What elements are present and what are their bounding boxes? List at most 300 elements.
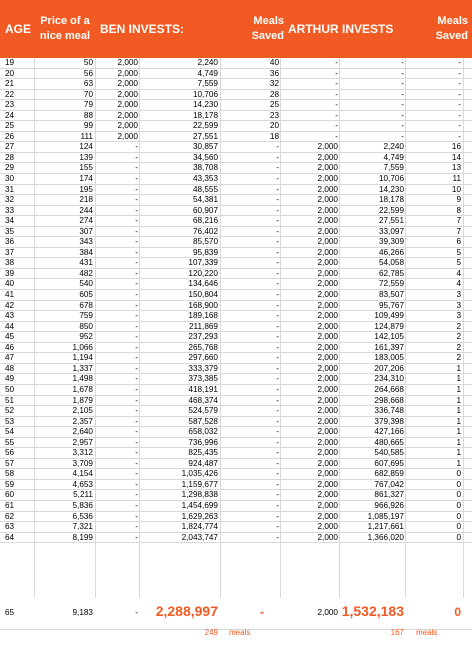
cell-arthur-invest[interactable]: 2,000 bbox=[317, 395, 338, 405]
cell-arthur-total[interactable]: 14,230 bbox=[378, 184, 404, 194]
cell-ben-total[interactable]: 297,660 bbox=[188, 353, 218, 363]
cell-ben-total[interactable]: 43,353 bbox=[192, 174, 218, 184]
total-ben-meals[interactable]: - bbox=[260, 605, 264, 619]
table-row[interactable] bbox=[0, 459, 472, 470]
cell-arthur-total[interactable]: 10,706 bbox=[378, 174, 404, 184]
cell-arthur-invest[interactable]: 2,000 bbox=[317, 195, 338, 205]
cell-ben-total[interactable]: 30,857 bbox=[192, 142, 218, 152]
table-row[interactable] bbox=[0, 385, 472, 396]
table-row[interactable] bbox=[0, 111, 472, 122]
cell-arthur-invest[interactable]: 2,000 bbox=[317, 479, 338, 489]
cell-arthur-total[interactable]: 2,240 bbox=[383, 142, 404, 152]
cell-arthur-meals[interactable]: 1 bbox=[456, 406, 461, 416]
cell-arthur-meals[interactable]: 16 bbox=[451, 142, 461, 152]
cell-ben-total[interactable]: 189,168 bbox=[188, 311, 218, 321]
cell-price[interactable]: 2,105 bbox=[72, 406, 93, 416]
table-row[interactable] bbox=[0, 248, 472, 259]
total-row[interactable] bbox=[0, 600, 472, 630]
cell-ben-invest[interactable]: - bbox=[135, 427, 138, 437]
cell-arthur-total[interactable]: 298,668 bbox=[374, 395, 404, 405]
cell-ben-meals[interactable]: 23 bbox=[269, 110, 279, 120]
cell-ben-meals[interactable]: - bbox=[276, 152, 279, 162]
cell-price[interactable]: 4,154 bbox=[72, 469, 93, 479]
cell-ben-meals[interactable]: - bbox=[276, 511, 279, 521]
cell-ben-meals[interactable]: - bbox=[276, 479, 279, 489]
cell-age[interactable]: 21 bbox=[5, 79, 15, 89]
cell-ben-total[interactable]: 1,629,263 bbox=[181, 511, 218, 521]
cell-ben-total[interactable]: 924,487 bbox=[188, 458, 218, 468]
cell-ben-meals[interactable]: - bbox=[276, 268, 279, 278]
cell-price[interactable]: 431 bbox=[79, 258, 93, 268]
cell-arthur-meals[interactable]: 11 bbox=[452, 174, 461, 184]
cell-ben-invest[interactable]: - bbox=[135, 416, 138, 426]
cell-ben-invest[interactable]: - bbox=[135, 268, 138, 278]
cell-price[interactable]: 3,709 bbox=[72, 458, 93, 468]
cell-arthur-meals[interactable]: 2 bbox=[456, 321, 461, 331]
cell-ben-invest[interactable]: - bbox=[135, 332, 138, 342]
cell-arthur-invest[interactable]: 2,000 bbox=[317, 321, 338, 331]
cell-arthur-meals[interactable]: 1 bbox=[456, 458, 461, 468]
cell-age[interactable]: 60 bbox=[5, 490, 15, 500]
cell-arthur-total[interactable]: 480,665 bbox=[374, 437, 404, 447]
cell-ben-meals[interactable]: - bbox=[276, 395, 279, 405]
cell-arthur-total[interactable]: 183,005 bbox=[374, 353, 404, 363]
cell-arthur-meals[interactable]: - bbox=[458, 110, 461, 120]
cell-price[interactable]: 70 bbox=[83, 89, 93, 99]
cell-ben-invest[interactable]: - bbox=[135, 142, 138, 152]
table-row[interactable] bbox=[0, 58, 472, 69]
cell-arthur-meals[interactable]: 13 bbox=[451, 163, 461, 173]
cell-ben-invest[interactable]: - bbox=[135, 300, 138, 310]
cell-price[interactable]: 79 bbox=[83, 100, 93, 110]
cell-arthur-total[interactable]: - bbox=[401, 58, 404, 67]
cell-arthur-total[interactable]: 767,042 bbox=[374, 479, 404, 489]
cell-arthur-invest[interactable]: - bbox=[335, 58, 338, 67]
cell-age[interactable]: 59 bbox=[5, 479, 15, 489]
cell-price[interactable]: 1,194 bbox=[72, 353, 93, 363]
cell-arthur-invest[interactable]: 2,000 bbox=[317, 258, 338, 268]
header-arthur-meals-saved[interactable] bbox=[414, 0, 468, 58]
total-arthur-invest[interactable]: 2,000 bbox=[317, 608, 338, 617]
cell-ben-invest[interactable]: - bbox=[135, 353, 138, 363]
cell-age[interactable]: 51 bbox=[5, 395, 15, 405]
header-ben-meals-saved[interactable] bbox=[230, 0, 284, 58]
cell-age[interactable]: 20 bbox=[5, 68, 15, 78]
cell-ben-meals[interactable]: - bbox=[276, 437, 279, 447]
cell-price[interactable]: 155 bbox=[79, 163, 93, 173]
cell-age[interactable]: 36 bbox=[5, 237, 15, 247]
table-row[interactable] bbox=[0, 69, 472, 80]
cell-ben-total[interactable]: 18,178 bbox=[192, 110, 218, 120]
cell-ben-total[interactable]: 1,298,838 bbox=[181, 490, 218, 500]
cell-ben-invest[interactable]: - bbox=[135, 437, 138, 447]
cell-arthur-total[interactable]: 33,097 bbox=[378, 226, 404, 236]
cell-age[interactable]: 31 bbox=[5, 184, 15, 194]
cell-arthur-invest[interactable]: 2,000 bbox=[317, 437, 338, 447]
table-row[interactable] bbox=[0, 501, 472, 512]
cell-price[interactable]: 1,879 bbox=[72, 395, 93, 405]
cell-price[interactable]: 384 bbox=[79, 247, 93, 257]
cell-price[interactable]: 2,957 bbox=[72, 437, 93, 447]
cell-arthur-invest[interactable]: 2,000 bbox=[317, 184, 338, 194]
cell-arthur-invest[interactable]: 2,000 bbox=[317, 237, 338, 247]
cell-ben-total[interactable]: 587,528 bbox=[188, 416, 218, 426]
cell-ben-total[interactable]: 524,579 bbox=[188, 406, 218, 416]
cell-age[interactable]: 49 bbox=[5, 374, 15, 384]
cell-ben-invest[interactable]: - bbox=[135, 247, 138, 257]
cell-ben-meals[interactable]: - bbox=[276, 163, 279, 173]
cell-price[interactable]: 605 bbox=[79, 290, 93, 300]
cell-arthur-total[interactable]: - bbox=[401, 68, 404, 78]
cell-ben-invest[interactable]: 2,000 bbox=[117, 100, 138, 110]
cell-arthur-meals[interactable]: 5 bbox=[456, 258, 461, 268]
table-row[interactable] bbox=[0, 522, 472, 533]
cell-ben-meals[interactable]: - bbox=[276, 247, 279, 257]
cell-arthur-meals[interactable]: 4 bbox=[456, 268, 461, 278]
cell-price[interactable]: 1,678 bbox=[72, 384, 93, 394]
cell-ben-meals[interactable]: - bbox=[276, 226, 279, 236]
table-row[interactable] bbox=[0, 132, 472, 143]
cell-ben-meals[interactable]: 25 bbox=[269, 100, 279, 110]
cell-ben-invest[interactable]: - bbox=[135, 363, 138, 373]
cell-arthur-meals[interactable]: 14 bbox=[451, 152, 461, 162]
cell-ben-invest[interactable]: - bbox=[135, 395, 138, 405]
cell-ben-invest[interactable]: - bbox=[135, 342, 138, 352]
cell-age[interactable]: 41 bbox=[5, 290, 15, 300]
cell-ben-total[interactable]: 825,435 bbox=[188, 448, 218, 458]
cell-arthur-meals[interactable]: 1 bbox=[456, 427, 461, 437]
cell-ben-meals[interactable]: - bbox=[276, 216, 279, 226]
cell-age[interactable]: 55 bbox=[5, 437, 15, 447]
cell-arthur-invest[interactable]: 2,000 bbox=[317, 152, 338, 162]
cell-arthur-invest[interactable]: 2,000 bbox=[317, 448, 338, 458]
cell-ben-invest[interactable]: - bbox=[135, 479, 138, 489]
table-row[interactable] bbox=[0, 279, 472, 290]
cell-arthur-invest[interactable]: 2,000 bbox=[317, 300, 338, 310]
cell-ben-invest[interactable]: - bbox=[135, 522, 138, 532]
cell-ben-total[interactable]: 60,907 bbox=[192, 205, 218, 215]
cell-ben-total[interactable]: 333,379 bbox=[188, 363, 218, 373]
cell-ben-meals[interactable]: - bbox=[276, 184, 279, 194]
cell-age[interactable]: 38 bbox=[5, 258, 15, 268]
cell-price[interactable]: 2,357 bbox=[72, 416, 93, 426]
cell-age[interactable]: 47 bbox=[5, 353, 15, 363]
cell-arthur-total[interactable]: 109,499 bbox=[374, 311, 404, 321]
ben-total[interactable]: 2,288,997 bbox=[155, 603, 218, 619]
cell-ben-total[interactable]: 168,900 bbox=[188, 300, 218, 310]
cell-ben-meals[interactable]: - bbox=[276, 448, 279, 458]
cell-ben-invest[interactable]: 2,000 bbox=[117, 110, 138, 120]
table-row[interactable] bbox=[0, 448, 472, 459]
total-ben-invest[interactable]: - bbox=[135, 608, 138, 617]
cell-arthur-total[interactable]: 22,599 bbox=[378, 205, 404, 215]
cell-age[interactable]: 33 bbox=[5, 205, 15, 215]
cell-ben-invest[interactable]: - bbox=[135, 290, 138, 300]
cell-ben-total[interactable]: 107,339 bbox=[188, 258, 218, 268]
cell-arthur-total[interactable]: 1,085,197 bbox=[367, 511, 404, 521]
table-row[interactable] bbox=[0, 438, 472, 449]
cell-age[interactable]: 34 bbox=[5, 216, 15, 226]
cell-arthur-meals[interactable]: 7 bbox=[456, 226, 461, 236]
table-row[interactable] bbox=[0, 311, 472, 322]
table-row[interactable] bbox=[0, 174, 472, 185]
cell-price[interactable]: 6,536 bbox=[72, 511, 93, 521]
cell-ben-total[interactable]: 1,824,774 bbox=[181, 522, 218, 532]
cell-ben-invest[interactable]: 2,000 bbox=[117, 79, 138, 89]
cell-ben-total[interactable]: 120,220 bbox=[188, 268, 218, 278]
cell-arthur-total[interactable]: 95,767 bbox=[378, 300, 404, 310]
cell-arthur-meals[interactable]: 7 bbox=[456, 216, 461, 226]
cell-price[interactable]: 244 bbox=[79, 205, 93, 215]
cell-ben-invest[interactable]: - bbox=[135, 205, 138, 215]
cell-arthur-meals[interactable]: - bbox=[458, 89, 461, 99]
cell-ben-invest[interactable]: - bbox=[135, 511, 138, 521]
cell-age[interactable]: 54 bbox=[5, 427, 15, 437]
cell-ben-meals[interactable]: - bbox=[276, 532, 279, 542]
cell-arthur-meals[interactable]: 0 bbox=[456, 479, 461, 489]
cell-ben-invest[interactable]: - bbox=[135, 406, 138, 416]
table-row[interactable] bbox=[0, 480, 472, 491]
cell-price[interactable]: 218 bbox=[79, 195, 93, 205]
cell-arthur-meals[interactable]: 1 bbox=[456, 437, 461, 447]
cell-arthur-total[interactable]: 1,366,020 bbox=[367, 532, 404, 542]
cell-age[interactable]: 44 bbox=[5, 321, 15, 331]
cell-price[interactable]: 174 bbox=[79, 174, 93, 184]
table-row[interactable] bbox=[0, 343, 472, 354]
table-row[interactable] bbox=[0, 227, 472, 238]
cell-price[interactable]: 56 bbox=[83, 68, 93, 78]
table-row[interactable] bbox=[0, 322, 472, 333]
cell-arthur-meals[interactable]: 6 bbox=[456, 237, 461, 247]
cell-arthur-invest[interactable]: 2,000 bbox=[317, 142, 338, 152]
cell-ben-meals[interactable]: - bbox=[276, 490, 279, 500]
cell-arthur-invest[interactable]: 2,000 bbox=[317, 205, 338, 215]
cell-price[interactable]: 1,337 bbox=[72, 363, 93, 373]
cell-price[interactable]: 63 bbox=[83, 79, 93, 89]
cell-arthur-total[interactable]: 540,585 bbox=[374, 448, 404, 458]
cell-arthur-invest[interactable]: 2,000 bbox=[317, 500, 338, 510]
cell-age[interactable]: 19 bbox=[5, 58, 15, 67]
cell-ben-total[interactable]: 85,570 bbox=[192, 237, 218, 247]
cell-ben-invest[interactable]: - bbox=[135, 226, 138, 236]
cell-arthur-total[interactable]: - bbox=[401, 89, 404, 99]
cell-arthur-invest[interactable]: 2,000 bbox=[317, 163, 338, 173]
table-row[interactable] bbox=[0, 216, 472, 227]
cell-arthur-total[interactable]: 39,309 bbox=[378, 237, 404, 247]
cell-ben-invest[interactable]: - bbox=[135, 374, 138, 384]
cell-arthur-invest[interactable]: 2,000 bbox=[317, 247, 338, 257]
cell-ben-total[interactable]: 2,240 bbox=[197, 58, 218, 67]
cell-ben-invest[interactable]: 2,000 bbox=[117, 89, 138, 99]
table-row[interactable] bbox=[0, 142, 472, 153]
table-row[interactable] bbox=[0, 100, 472, 111]
cell-arthur-invest[interactable]: - bbox=[335, 121, 338, 131]
cell-price[interactable]: 7,321 bbox=[72, 522, 93, 532]
table-row[interactable] bbox=[0, 237, 472, 248]
cell-arthur-invest[interactable]: 2,000 bbox=[317, 332, 338, 342]
cell-age[interactable]: 52 bbox=[5, 406, 15, 416]
cell-price[interactable]: 343 bbox=[79, 237, 93, 247]
cell-ben-invest[interactable]: - bbox=[135, 384, 138, 394]
cell-ben-meals[interactable]: 20 bbox=[269, 121, 279, 131]
cell-age[interactable]: 63 bbox=[5, 522, 15, 532]
table-row[interactable] bbox=[0, 301, 472, 312]
cell-ben-total[interactable]: 658,032 bbox=[188, 427, 218, 437]
cell-arthur-meals[interactable]: 1 bbox=[456, 363, 461, 373]
cell-ben-total[interactable]: 1,035,426 bbox=[181, 469, 218, 479]
cell-price[interactable]: 1,498 bbox=[72, 374, 93, 384]
cell-arthur-total[interactable]: 207,206 bbox=[374, 363, 404, 373]
cell-arthur-total[interactable]: 336,748 bbox=[374, 406, 404, 416]
cell-ben-meals[interactable]: - bbox=[276, 205, 279, 215]
cell-ben-meals[interactable]: - bbox=[276, 321, 279, 331]
cell-age[interactable]: 57 bbox=[5, 458, 15, 468]
cell-price[interactable]: 759 bbox=[79, 311, 93, 321]
cell-arthur-invest[interactable]: - bbox=[335, 79, 338, 89]
cell-ben-invest[interactable]: - bbox=[135, 216, 138, 226]
cell-arthur-invest[interactable]: 2,000 bbox=[317, 406, 338, 416]
cell-arthur-total[interactable]: 54,058 bbox=[378, 258, 404, 268]
cell-arthur-meals[interactable]: 1 bbox=[456, 395, 461, 405]
cell-ben-total[interactable]: 22,599 bbox=[192, 121, 218, 131]
cell-price[interactable]: 195 bbox=[79, 184, 93, 194]
cell-arthur-total[interactable]: 7,559 bbox=[383, 163, 404, 173]
cell-arthur-meals[interactable]: 4 bbox=[456, 279, 461, 289]
cell-age[interactable]: 26 bbox=[5, 131, 15, 141]
cell-arthur-meals[interactable]: 5 bbox=[456, 247, 461, 257]
table-row[interactable] bbox=[0, 406, 472, 417]
cell-ben-invest[interactable]: - bbox=[135, 279, 138, 289]
cell-arthur-invest[interactable]: 2,000 bbox=[317, 342, 338, 352]
cell-ben-meals[interactable]: - bbox=[276, 174, 279, 184]
cell-price[interactable]: 8,199 bbox=[72, 532, 93, 542]
cell-ben-total[interactable]: 2,043,747 bbox=[181, 532, 218, 542]
cell-arthur-invest[interactable]: 2,000 bbox=[317, 290, 338, 300]
cell-arthur-total[interactable]: 607,695 bbox=[374, 458, 404, 468]
cell-arthur-invest[interactable]: 2,000 bbox=[317, 268, 338, 278]
cell-ben-invest[interactable]: - bbox=[135, 448, 138, 458]
cell-ben-invest[interactable]: - bbox=[135, 174, 138, 184]
cell-arthur-meals[interactable]: 10 bbox=[451, 184, 461, 194]
cell-ben-invest[interactable]: - bbox=[135, 500, 138, 510]
cell-ben-meals[interactable]: - bbox=[276, 311, 279, 321]
cell-ben-total[interactable]: 34,560 bbox=[192, 152, 218, 162]
header-price[interactable] bbox=[35, 0, 95, 58]
cell-price[interactable]: 3,312 bbox=[72, 448, 93, 458]
cell-age[interactable]: 35 bbox=[5, 226, 15, 236]
table-row[interactable] bbox=[0, 490, 472, 501]
cell-price[interactable]: 952 bbox=[79, 332, 93, 342]
cell-ben-invest[interactable]: 2,000 bbox=[117, 58, 138, 67]
cell-arthur-meals[interactable]: 2 bbox=[456, 332, 461, 342]
cell-arthur-invest[interactable]: 2,000 bbox=[317, 311, 338, 321]
cell-ben-invest[interactable]: - bbox=[135, 469, 138, 479]
cell-arthur-invest[interactable]: 2,000 bbox=[317, 416, 338, 426]
cell-price[interactable]: 5,836 bbox=[72, 500, 93, 510]
cell-arthur-meals[interactable]: - bbox=[458, 79, 461, 89]
cell-ben-invest[interactable]: 2,000 bbox=[117, 121, 138, 131]
cell-arthur-invest[interactable]: 2,000 bbox=[317, 363, 338, 373]
cell-age[interactable]: 28 bbox=[5, 152, 15, 162]
cell-price[interactable]: 2,640 bbox=[72, 427, 93, 437]
cell-arthur-invest[interactable]: 2,000 bbox=[317, 353, 338, 363]
cell-arthur-invest[interactable]: 2,000 bbox=[317, 532, 338, 542]
cell-ben-total[interactable]: 68,216 bbox=[192, 216, 218, 226]
header-ben-invests[interactable]: BEN INVESTS: bbox=[100, 22, 185, 36]
cell-arthur-meals[interactable]: - bbox=[458, 68, 461, 78]
cell-ben-total[interactable]: 7,559 bbox=[197, 79, 218, 89]
cell-ben-total[interactable]: 468,374 bbox=[188, 395, 218, 405]
cell-ben-total[interactable]: 237,293 bbox=[188, 332, 218, 342]
cell-arthur-invest[interactable]: 2,000 bbox=[317, 490, 338, 500]
table-row[interactable] bbox=[0, 269, 472, 280]
cell-price[interactable]: 540 bbox=[79, 279, 93, 289]
cell-ben-meals[interactable]: - bbox=[276, 363, 279, 373]
total-price[interactable]: 9,183 bbox=[72, 608, 93, 617]
cell-arthur-meals[interactable]: 0 bbox=[456, 500, 461, 510]
cell-ben-total[interactable]: 4,749 bbox=[197, 68, 218, 78]
table-row[interactable] bbox=[0, 258, 472, 269]
arthur-total[interactable]: 1,532,183 bbox=[341, 603, 404, 619]
cell-arthur-total[interactable]: 161,397 bbox=[374, 342, 404, 352]
table-row[interactable] bbox=[0, 396, 472, 407]
table-row[interactable] bbox=[0, 332, 472, 343]
cell-ben-total[interactable]: 54,381 bbox=[192, 195, 218, 205]
cell-price[interactable]: 99 bbox=[83, 121, 93, 131]
cell-arthur-meals[interactable]: - bbox=[458, 58, 461, 67]
cell-arthur-invest[interactable]: 2,000 bbox=[317, 374, 338, 384]
cell-ben-meals[interactable]: 32 bbox=[269, 79, 279, 89]
cell-arthur-total[interactable]: 83,507 bbox=[378, 290, 404, 300]
table-row[interactable] bbox=[0, 195, 472, 206]
cell-price[interactable]: 482 bbox=[79, 268, 93, 278]
cell-arthur-meals[interactable]: 2 bbox=[456, 353, 461, 363]
cell-arthur-total[interactable]: 427,166 bbox=[374, 427, 404, 437]
cell-arthur-total[interactable]: - bbox=[401, 110, 404, 120]
cell-arthur-invest[interactable]: - bbox=[335, 100, 338, 110]
cell-arthur-invest[interactable]: 2,000 bbox=[317, 226, 338, 236]
cell-arthur-total[interactable]: - bbox=[401, 79, 404, 89]
cell-arthur-total[interactable]: 1,217,661 bbox=[367, 522, 404, 532]
table-row[interactable] bbox=[0, 533, 472, 544]
cell-age[interactable]: 25 bbox=[5, 121, 15, 131]
cell-arthur-total[interactable]: 861,327 bbox=[374, 490, 404, 500]
table-row[interactable] bbox=[0, 185, 472, 196]
cell-arthur-meals[interactable]: 0 bbox=[456, 522, 461, 532]
table-row[interactable] bbox=[0, 353, 472, 364]
cell-ben-total[interactable]: 38,708 bbox=[192, 163, 218, 173]
cell-ben-meals[interactable]: - bbox=[276, 384, 279, 394]
cell-arthur-total[interactable]: 4,749 bbox=[383, 152, 404, 162]
table-row[interactable] bbox=[0, 153, 472, 164]
cell-ben-total[interactable]: 10,706 bbox=[192, 89, 218, 99]
cell-price[interactable]: 1,066 bbox=[72, 342, 93, 352]
cell-arthur-meals[interactable]: 0 bbox=[456, 469, 461, 479]
cell-age[interactable]: 39 bbox=[5, 268, 15, 278]
cell-arthur-invest[interactable]: 2,000 bbox=[317, 458, 338, 468]
cell-arthur-invest[interactable]: 2,000 bbox=[317, 384, 338, 394]
cell-ben-meals[interactable]: - bbox=[276, 142, 279, 152]
cell-age[interactable]: 50 bbox=[5, 384, 15, 394]
cell-arthur-invest[interactable]: - bbox=[335, 131, 338, 141]
cell-ben-invest[interactable]: - bbox=[135, 237, 138, 247]
cell-ben-invest[interactable]: - bbox=[135, 163, 138, 173]
cell-ben-invest[interactable]: - bbox=[135, 321, 138, 331]
cell-arthur-total[interactable]: 62,785 bbox=[378, 268, 404, 278]
cell-age[interactable]: 37 bbox=[5, 247, 15, 257]
cell-ben-meals[interactable]: - bbox=[276, 374, 279, 384]
cell-ben-total[interactable]: 1,454,699 bbox=[181, 500, 218, 510]
